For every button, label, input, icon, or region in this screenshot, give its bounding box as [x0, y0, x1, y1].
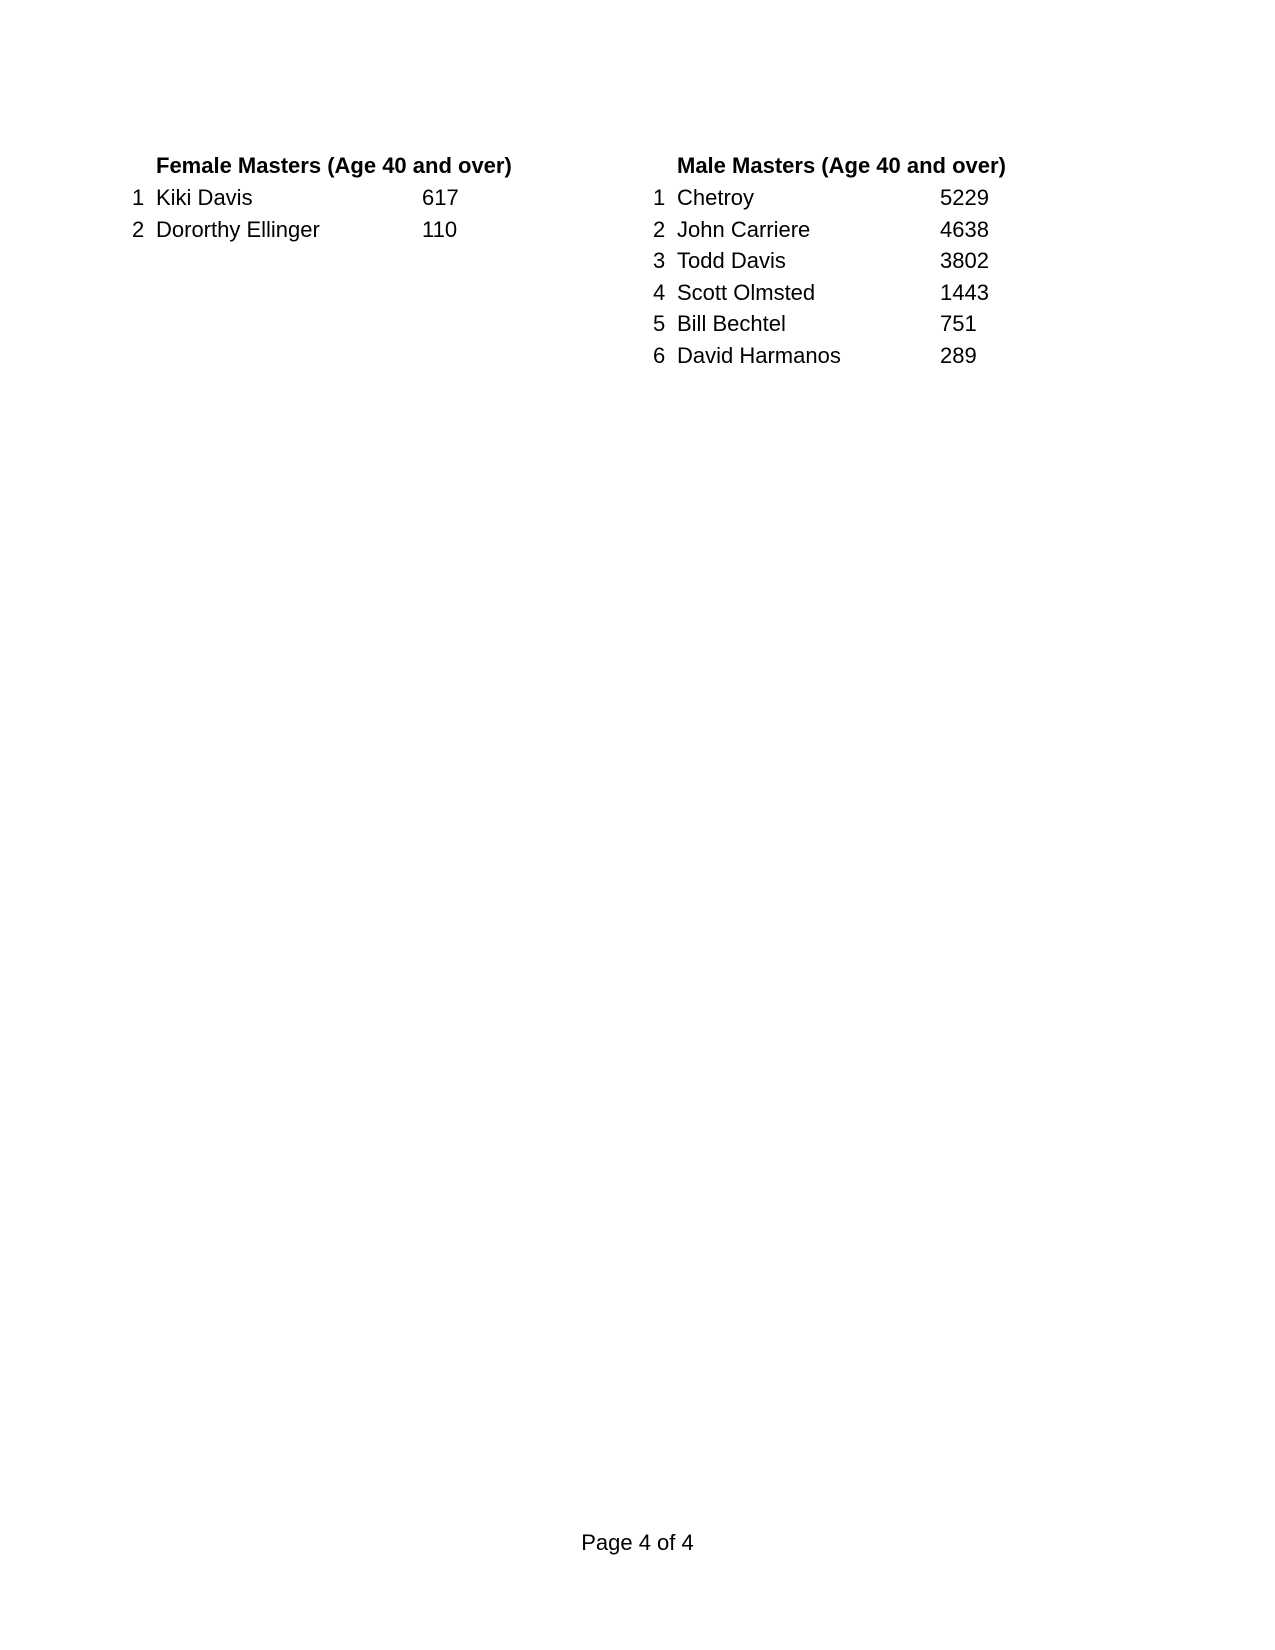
- score-cell: 110: [422, 216, 458, 242]
- name-cell: Kiki Davis: [156, 185, 253, 210]
- table-row: [132, 182, 512, 214]
- table-row: [653, 245, 1006, 277]
- score-cell: 5229: [940, 185, 989, 210]
- score-cell: 289: [940, 342, 977, 368]
- rank-cell: 2: [132, 216, 145, 242]
- table-row: [132, 214, 512, 246]
- table-row: [653, 277, 1006, 309]
- score-cell: 1443: [940, 279, 989, 305]
- rank-cell: 5: [653, 311, 666, 336]
- name-cell: Scott Olmsted: [677, 279, 816, 305]
- name-cell: Dororthy Ellinger: [156, 216, 320, 242]
- female-masters-table: [132, 150, 512, 245]
- name-cell: Todd Davis: [677, 248, 786, 273]
- score-cell: 751: [940, 311, 977, 336]
- rank-cell: 1: [132, 185, 145, 210]
- male-masters-table: [653, 150, 1006, 371]
- name-cell: John Carriere: [677, 216, 811, 242]
- male-masters-title: Male Masters (Age 40 and over): [677, 153, 1006, 178]
- score-cell: 617: [422, 185, 459, 210]
- female-masters-title: Female Masters (Age 40 and over): [156, 153, 512, 178]
- rank-cell: 1: [653, 185, 666, 210]
- table-row: [653, 308, 1006, 340]
- rank-cell: 3: [653, 248, 666, 273]
- table-row: [653, 214, 1006, 246]
- rank-cell: 4: [653, 279, 666, 305]
- page-number-footer: Page 4 of 4: [581, 1530, 694, 1555]
- table-row: [653, 182, 1006, 214]
- table-row: [653, 340, 1006, 372]
- name-cell: Bill Bechtel: [677, 311, 786, 336]
- score-cell: 3802: [940, 248, 989, 273]
- name-cell: David Harmanos: [677, 342, 841, 368]
- score-cell: 4638: [940, 216, 989, 242]
- rank-cell: 6: [653, 342, 666, 368]
- name-cell: Chetroy: [677, 185, 755, 210]
- rank-cell: 2: [653, 216, 666, 242]
